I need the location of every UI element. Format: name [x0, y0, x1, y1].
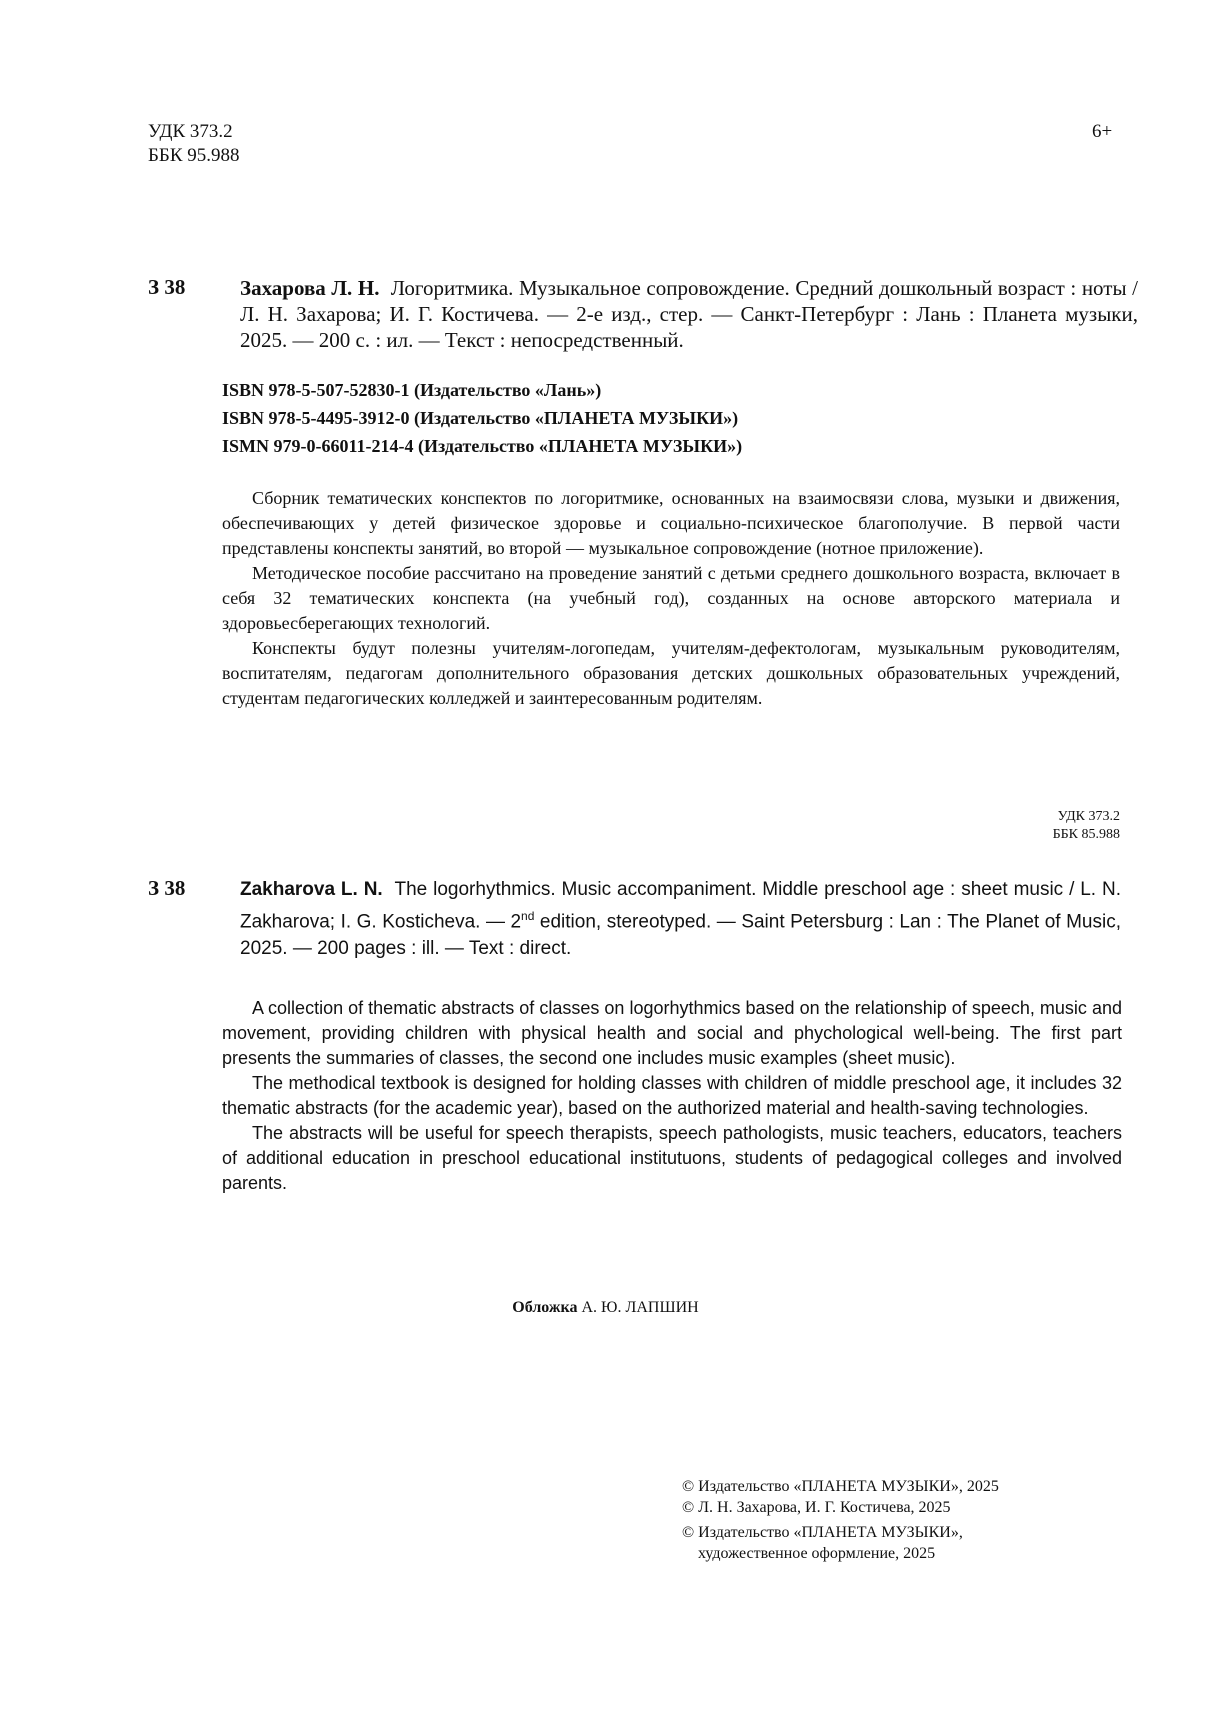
record-description-ru: Логоритмика. Музыкальное сопровождение. Средний дошкольный возраст : ноты / Л. Н. Захарова; И. Г. Костичева. — 2-е изд., стер. — Санкт-Петербург : Лань : Планета музыки, 2025. — 200 с. : ил. — Текст : непосредственный. — [240, 276, 1139, 352]
isbn-block — [222, 376, 742, 460]
annotation-en — [222, 996, 1122, 1196]
record-description-en-part1: The logorhythmics. Music accompaniment. Middle preschool age : sheet music / L. N. Zakharova; I. G. Kosticheva. — 2 — [240, 879, 1121, 933]
copyright-line: © Л. Н. Захарова, И. Г. Костичева, 2025 — [682, 1499, 951, 1516]
annotation-ru-paragraph: Конспекты будут полезны учителям-логопедам, учителям-дефектологам, музыкальным руководителям, воспитателям, педагогам дополнительного образования детских дошкольных образовательных учреждений, студентам педагогических колледжей и заинтересованным родителям. — [222, 638, 1120, 708]
ordinal-suffix: nd — [521, 909, 535, 923]
author-name-en: Zakharova L. N. — [240, 879, 383, 900]
copyright-line: © Издательство «ПЛАНЕТА МУЗЫКИ», — [682, 1524, 963, 1541]
annotation-en-paragraph: A collection of thematic abstracts of classes on logorhythmics based on the relationship of speech, music and movement, providing children with physical health and social and phychological well-being. The first part presents the summaries of classes, the second one includes music examples (sheet music). — [222, 998, 1122, 1068]
classification-block-en — [900, 808, 1120, 844]
cover-credit — [0, 1299, 1211, 1317]
classification-block — [148, 120, 240, 168]
age-rating: 6+ — [1092, 121, 1113, 142]
ismn-planeta: ISMN 979-0-66011-214-4 (Издательство «ПЛАНЕТА МУЗЫКИ») — [222, 436, 743, 456]
author-sign-en: З 38 — [148, 876, 186, 900]
annotation-en-paragraph: The methodical textbook is designed for holding classes with children of middle preschool age, it includes 32 thematic abstracts (for the academic year), based on the authorized material and health-saving technologies. — [222, 1073, 1122, 1118]
copyright-line: художественное оформление, 2025 — [698, 1545, 936, 1562]
annotation-ru-paragraph: Сборник тематических конспектов по логоритмике, основанных на взаимосвязи слова, музыки и движения, обеспечивающих у детей физическое здоровье и социально-психическое благополучие. В первой части представлены конспекты занятий, во второй — музыкальное сопровождение (нотное приложение). — [222, 488, 1120, 558]
author-name-ru: Захарова Л. Н. — [240, 276, 380, 300]
record-description-en-part2: edition, stereotyped. — Saint Petersburg : Lan : The Planet of Music, 2025. — 200 pages : ill. — Text : direct. — [240, 911, 1121, 960]
bibliographic-record-ru — [240, 275, 1138, 353]
bbk-code-en: ББК 85.988 — [1052, 827, 1120, 842]
cover-credit-label: Обложка — [512, 1299, 578, 1316]
udk-code: УДК 373.2 — [148, 121, 233, 142]
annotation-ru — [222, 486, 1120, 711]
annotation-ru-paragraph: Методическое пособие рассчитано на проведение занятий с детьми среднего дошкольного возраста, включает в себя 32 тематических конспекта (на учебный год), созданных на основе авторского материала и здоровьесберегающих технологий. — [222, 563, 1120, 633]
author-sign-ru: З 38 — [148, 275, 186, 299]
isbn-lan: ISBN 978-5-507-52830-1 (Издательство «Лань») — [222, 380, 602, 400]
cover-credit-name: А. Ю. ЛАПШИН — [581, 1299, 699, 1316]
isbn-planeta: ISBN 978-5-4495-3912-0 (Издательство «ПЛАНЕТА МУЗЫКИ») — [222, 408, 739, 428]
copyright-block — [682, 1476, 999, 1564]
copyright-line: © Издательство «ПЛАНЕТА МУЗЫКИ», 2025 — [682, 1478, 999, 1495]
bbk-code: ББК 95.988 — [148, 145, 240, 166]
annotation-en-paragraph: The abstracts will be useful for speech therapists, speech pathologists, music teachers, educators, teachers of additional education in preschool educational institutuons, students of pedagogical colleges and involved parents. — [222, 1123, 1122, 1193]
udk-code-en: УДК 373.2 — [1057, 809, 1120, 824]
bibliographic-record-en — [240, 876, 1121, 962]
